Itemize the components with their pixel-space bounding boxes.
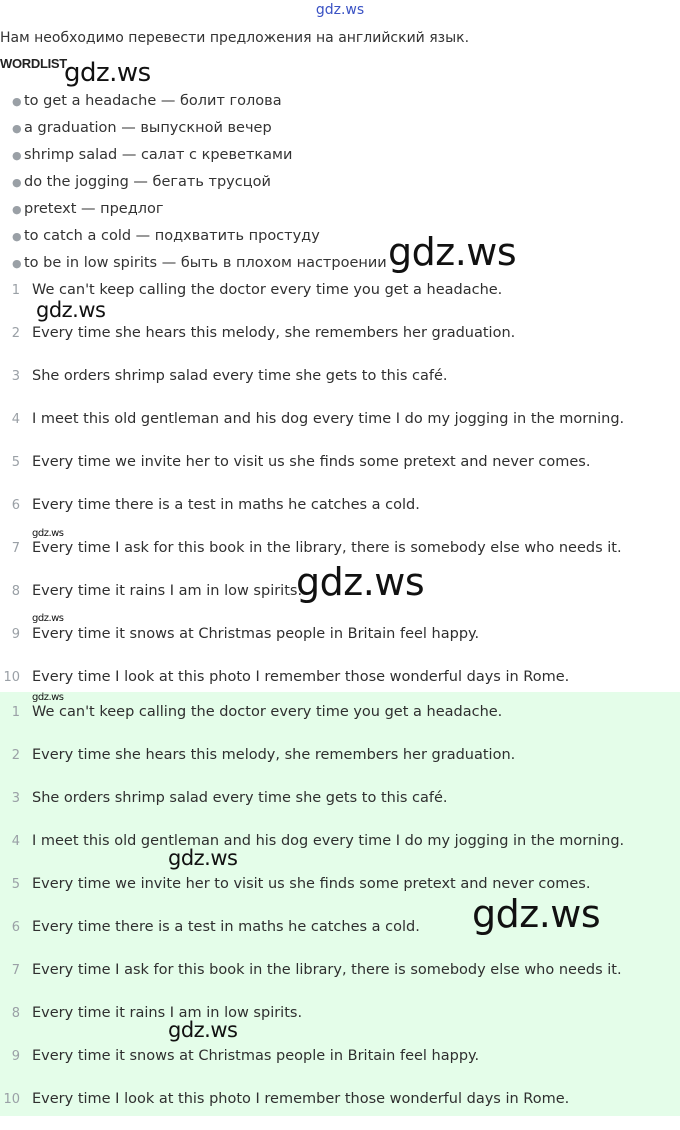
answer-item: 1 We can't keep calling the doctor every time you get a headache. (11, 704, 503, 720)
watermark: gdz.ws (32, 528, 64, 539)
sentence-item: 7 Every time I ask for this book in the library, there is somebody else who needs it. (11, 540, 622, 556)
bullet-icon: ● (12, 257, 22, 270)
watermark: gdz.ws (168, 1018, 238, 1042)
wordlist-item: ● shrimp salad — салат с креветками (0, 142, 387, 169)
answer-item: 3 She orders shrimp salad every time she gets to this café. (11, 790, 448, 806)
sentence-list (0, 278, 680, 708)
bullet-icon: ● (12, 203, 22, 216)
wordlist-item: ● a graduation — выпускной вечер (0, 115, 387, 142)
answer-item: 8 Every time it rains I am in low spirits. (11, 1005, 303, 1021)
bullet-icon: ● (12, 95, 22, 108)
sentence-item: 2 Every time she hears this melody, she remembers her graduation. (11, 325, 516, 341)
answer-item: 2 Every time she hears this melody, she remembers her graduation. (11, 747, 516, 763)
answer-item: 6 Every time there is a test in maths he catches a cold. (11, 919, 420, 935)
sentence-item: 8 Every time it rains I am in low spirits. (11, 583, 303, 599)
bullet-icon: ● (12, 122, 22, 135)
bullet-icon: ● (12, 149, 22, 162)
watermark: gdz.ws (168, 846, 238, 870)
sentence-item: 4 I meet this old gentleman and his dog every time I do my jogging in the morning. (11, 411, 625, 427)
watermark: gdz.ws (388, 230, 517, 274)
answer-item: 9 Every time it snows at Christmas people in Britain feel happy. (11, 1048, 480, 1064)
wordlist-item: ● to be in low spirits — быть в плохом настроении (0, 250, 387, 277)
answer-item: 4 I meet this old gentleman and his dog every time I do my jogging in the morning. (11, 833, 625, 849)
answer-item: 5 Every time we invite her to visit us she finds some pretext and never comes. (11, 876, 591, 892)
watermark: gdz.ws (32, 613, 64, 624)
watermark: gdz.ws (32, 692, 64, 703)
wordlist-item: ● pretext — предлог (0, 196, 387, 223)
watermark: gdz.ws (36, 298, 106, 322)
watermark: gdz.ws (64, 58, 151, 88)
watermark: gdz.ws (296, 560, 425, 604)
sentence-item: 1 We can't keep calling the doctor every time you get a headache. (11, 282, 503, 298)
sentence-item: 10 Every time I look at this photo I remember those wonderful days in Rome. (3, 669, 570, 685)
wordlist-title: WORDLIST (0, 56, 67, 71)
bullet-icon: ● (12, 230, 22, 243)
watermark: gdz.ws (472, 892, 601, 936)
sentence-item: 3 She orders shrimp salad every time she gets to this café. (11, 368, 448, 384)
wordlist (0, 88, 387, 277)
answer-item: 10 Every time I look at this photo I remember those wonderful days in Rome. (3, 1091, 570, 1107)
intro-text: Нам необходимо перевести предложения на английский язык. (0, 30, 470, 46)
answer-item: 7 Every time I ask for this book in the library, there is somebody else who needs it. (11, 962, 622, 978)
wordlist-item: ● to catch a cold — подхватить простуду (0, 223, 387, 250)
sentence-item: 6 Every time there is a test in maths he catches a cold. (11, 497, 420, 513)
wordlist-item: ● to get a headache — болит голова (0, 88, 387, 115)
bullet-icon: ● (12, 176, 22, 189)
wordlist-item: ● do the jogging — бегать трусцой (0, 169, 387, 196)
sentence-item: 5 Every time we invite her to visit us she finds some pretext and never comes. (11, 454, 591, 470)
sentence-item: 9 Every time it snows at Christmas people in Britain feel happy. (11, 626, 480, 642)
site-header-link[interactable]: gdz.ws (315, 2, 365, 18)
